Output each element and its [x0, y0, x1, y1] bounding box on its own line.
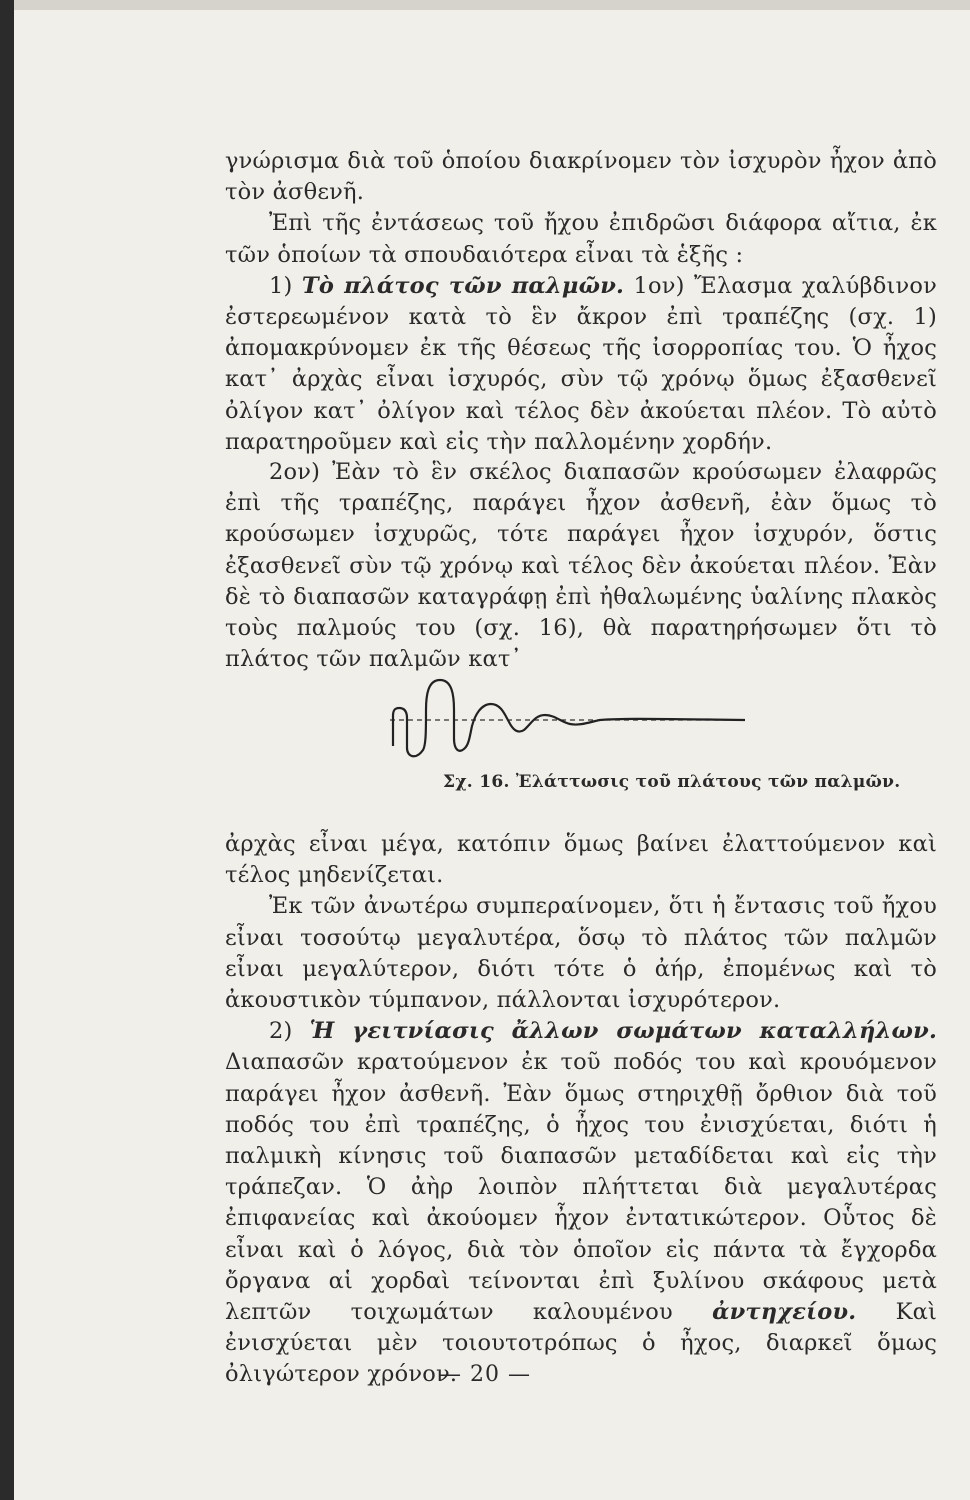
text-block-middle [225, 457, 937, 675]
section-number-2: 2) [269, 1018, 293, 1045]
figure-caption: Σχ. 16. Ἐλάττωσις τοῦ πλάτους τῶν παλμῶν. [443, 772, 901, 792]
paragraph-6-body: Διαπασῶν κρατούμενον ἐκ τοῦ ποδός του καὶ κρουόμενον παράγει ἦχον ἀσθενῆ. Ἐὰν ὅμως στηριχθῇ ὄρθιον διὰ τοῦ ποδός του ἐπὶ τραπέζης, ὁ ἦχος του ἐνισχύεται, διότι ἡ παλμικὴ κίνησις τοῦ διαπασῶν μεταδίδεται καὶ εἰς τὴν τράπεζαν. Ὁ ἀὴρ λοιπὸν πλήττεται διὰ μεγαλυτέρας ἐπιφανείας καὶ ἀκούομεν ἦχον ἐντατικώτερον. Οὗτος δὲ εἶναι καὶ ὁ λόγος, διὰ τὸν ὁποῖον εἰς πάντα τὰ ἔγχορδα ὄργανα αἱ χορδαὶ τείνονται ἐπὶ ξυλίνου σκάφους μετὰ λεπτῶν τοιχωμάτων καλουμένου [225, 1049, 937, 1326]
wave-curve [393, 680, 745, 756]
paragraph-5: Ἐκ τῶν ἀνωτέρω συμπεραίνομεν, ὅτι ἡ ἔντασις τοῦ ἤχου εἶναι τοσούτῳ μεγαλυτέρα, ὅσῳ τὸ πλάτος τῶν παλμῶν εἶναι μεγαλύτερον, διότι τότε ὁ ἀήρ, ἐπομένως καὶ τὸ ἀκουστικὸν τύμπανον, πάλλονται ἰσχυρότερον. [225, 893, 937, 1014]
paragraph-6 [225, 1016, 937, 1390]
paragraph-3 [225, 271, 937, 458]
paragraph-3-body: 1ον) Ἔλασμα χαλύβδινον ἐστερεωμένον κατὰ τὸ ἓν ἄκρον ἐπὶ τραπέζης (σχ. 1) ἀπομακρύνομεν ἐκ τῆς θέσεως τῆς ἰσορροπίας του. Ὁ ἦχος κατ᾽ ἀρχὰς εἶναι ἰσχυρός, σὺν τῷ χρόνῳ ὅμως ἐξασθενεῖ ὀλίγον κατ᾽ ὀλίγον καὶ τέλος δὲν ἀκούεται πλέον. Τὸ αὐτὸ παρατηροῦμεν καὶ εἰς τὴν παλλομένην χορδήν. [225, 272, 937, 455]
section-title-proximity: Ἡ γειτνίασις ἄλλων σωμάτων καταλλήλων. [309, 1018, 937, 1045]
figure-16 [385, 660, 785, 780]
paragraph-4: 2ον) Ἐὰν τὸ ἓν σκέλος διαπασῶν κρούσωμεν ἐλαφρῶς ἐπὶ τῆς τραπέζης, παράγει ἦχον ἀσθενῆ, ἐὰν ὅμως τὸ κρούσωμεν ἰσχυρῶς, τότε παράγει ἦχον ἰσχυρόν, ὅστις ἐξασθενεῖ σὺν τῷ χρόνῳ καὶ τέλος δὲν ἀκούεται πλέον. Ἐὰν δὲ τὸ διαπασῶν καταγράφῃ ἐπὶ ἠθαλωμένης ὑαλίνης πλακὸς τοὺς παλμούς του (σχ. 16), θὰ παρατηρήσωμεν ὅτι τὸ πλάτος τῶν παλμῶν κατ᾽ [225, 459, 937, 673]
section-number-1: 1) [269, 272, 293, 299]
paragraph-2: Ἐπὶ τῆς ἐντάσεως τοῦ ἤχου ἐπιδρῶσι διάφορα αἴτια, ἐκ τῶν ὁποίων τὰ σπουδαιότερα εἶναι τὰ ἑξῆς : [225, 210, 937, 268]
paragraph-1: γνώρισμα διὰ τοῦ ὁποίου διακρίνομεν τὸν ἰσχυρὸν ἦχον ἀπὸ τὸν ἀσθενῆ. [225, 148, 937, 206]
paragraph-4-continued: ἀρχὰς εἶναι μέγα, κατόπιν ὅμως βαίνει ἐλαττούμενον καὶ τέλος μηδενίζεται. [225, 831, 937, 889]
damped-wave-diagram [385, 660, 785, 780]
page-number: — 20 — [439, 1362, 531, 1387]
term-resonator: ἀντηχείου. [712, 1299, 857, 1326]
paragraph-6-end: Καὶ ἐνισχύεται μὲν τοιουτοτρόπως ὁ ἦχος, διαρκεῖ ὅμως ὀλιγώτερον χρόνον. [225, 1299, 937, 1388]
scan-edge-top [14, 0, 970, 10]
text-block-top [225, 146, 937, 458]
section-title-amplitude: Τὸ πλάτος τῶν παλμῶν. [301, 272, 625, 299]
scan-edge-left [0, 0, 14, 1500]
text-block-bottom [225, 829, 937, 1391]
